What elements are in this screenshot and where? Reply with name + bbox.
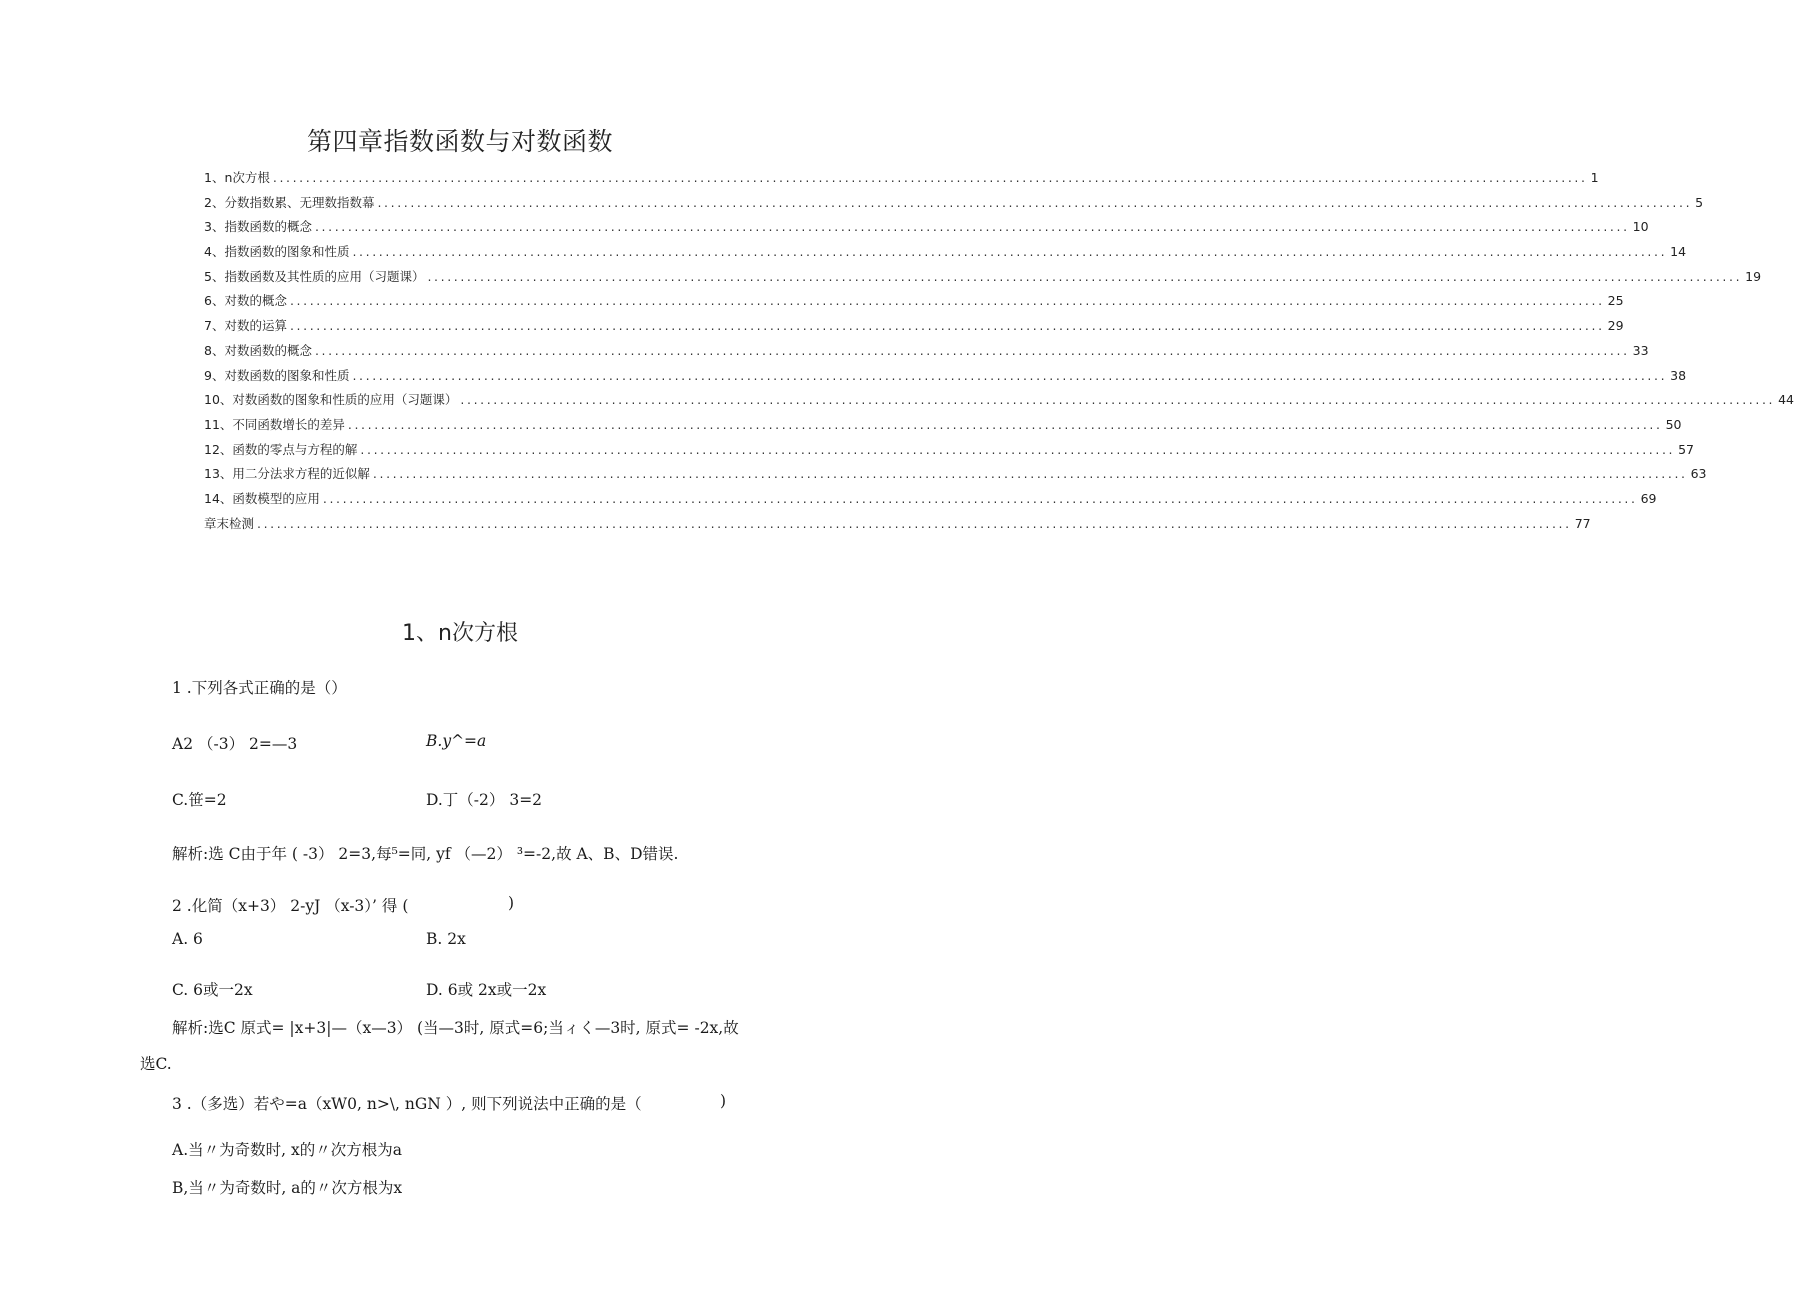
q2-stem: 2 .化简（x+3） 2-yJ （x-3）’ 得 ( <box>172 897 409 915</box>
toc-entry[interactable] <box>204 366 1687 391</box>
toc-dot-leader: ........................................................................................................................................................................................................ <box>372 466 1688 482</box>
toc-entry[interactable] <box>204 168 1599 193</box>
toc-entry-page: 29 <box>1607 318 1624 334</box>
q3-stem-close: ) <box>720 1092 727 1110</box>
q2-option-b: B. 2x <box>426 930 466 948</box>
toc-dot-leader: ........................................................................................................................................................................................................ <box>257 515 1572 531</box>
toc-entry-label: 13、用二分法求方程的近似解 <box>204 466 370 482</box>
toc-entry-label: 9、对数函数的图象和性质 <box>204 367 350 383</box>
toc-entry-page: 33 <box>1632 342 1649 358</box>
toc-dot-leader: ........................................................................................................................................................................................................ <box>272 170 1588 185</box>
toc-dot-leader: ........................................................................................................................................................................................................ <box>352 244 1668 260</box>
toc-entry-label: 12、函数的零点与方程的解 <box>204 441 358 457</box>
toc-dot-leader: ........................................................................................................................................................................................................ <box>352 367 1668 383</box>
toc-entry-label: 5、指数函数及其性质的应用（习题课） <box>204 268 425 284</box>
q1-stem: 1 .下列各式正确的是（） <box>172 679 347 697</box>
q2-analysis-line1: 解析:选C 原式= |x+3|—（x—3） (当—3时, 原式=6;当ィく—3时, 原式= -2x,故 <box>172 1019 739 1037</box>
toc-dot-leader: ........................................................................................................................................................................................................ <box>289 318 1605 334</box>
toc-dot-leader: ........................................................................................................................................................................................................ <box>427 268 1743 284</box>
toc-entry-label: 3、指数函数的概念 <box>204 219 312 235</box>
q2-option-c: C. 6或一2x <box>172 981 253 999</box>
toc-dot-leader: ........................................................................................................................................................................................................ <box>314 342 1630 358</box>
toc-entry[interactable] <box>204 242 1687 267</box>
q3-option-b: B,当〃为奇数时, a的〃次方根为x <box>172 1179 403 1197</box>
toc-entry-page: 77 <box>1574 515 1591 531</box>
section-title: 1、n次方根 <box>402 621 518 646</box>
toc-entry-page: 10 <box>1632 219 1649 235</box>
toc-entry-label: 6、对数的概念 <box>204 293 287 309</box>
toc-entry-page: 57 <box>1678 441 1695 457</box>
q3-stem: 3 .（多选）若や=a（xW0, n>\, nGN ）, 则下列说法中正确的是（ <box>172 1095 642 1113</box>
toc-entry-page: 63 <box>1690 466 1707 482</box>
toc-entry[interactable] <box>204 464 1707 489</box>
toc-entry[interactable] <box>204 390 1794 415</box>
toc-dot-leader: ........................................................................................................................................................................................................ <box>314 219 1630 235</box>
toc-entry-page: 44 <box>1778 392 1794 408</box>
toc-entry-page: 25 <box>1607 293 1624 309</box>
q1-option-b: B.y^=a <box>426 732 487 750</box>
toc-entry-label: 8、对数函数的概念 <box>204 342 312 358</box>
toc-entry-page: 69 <box>1640 490 1657 506</box>
toc-dot-leader: ........................................................................................................................................................................................................ <box>322 490 1638 506</box>
toc-entry-label: 章末检测 <box>204 515 255 531</box>
toc-entry[interactable] <box>204 316 1624 341</box>
toc-dot-leader: ........................................................................................................................................................................................................ <box>377 194 1693 210</box>
q3-option-a: A.当〃为奇数时, x的〃次方根为a <box>172 1141 402 1159</box>
toc-dot-leader: ........................................................................................................................................................................................................ <box>289 293 1605 309</box>
toc-entry-label: 14、函数模型的应用 <box>204 490 320 506</box>
toc-entry-page: 19 <box>1745 268 1762 284</box>
toc-entry-label: 2、分数指数累、无理数指数幕 <box>204 194 375 210</box>
toc-entry[interactable] <box>204 267 1762 292</box>
toc-entry[interactable] <box>204 291 1624 316</box>
q1-option-c: C.笹=2 <box>172 791 227 809</box>
toc-entry-label: 11、不同函数增长的差异 <box>204 416 345 432</box>
toc-dot-leader: ........................................................................................................................................................................................................ <box>460 392 1776 408</box>
q2-analysis-line2: 选C. <box>140 1055 172 1073</box>
toc-dot-leader: ........................................................................................................................................................................................................ <box>347 416 1663 432</box>
q1-option-a: A2 （-3） 2=—3 <box>172 735 298 753</box>
toc-entry[interactable] <box>204 440 1695 465</box>
toc-entry[interactable] <box>204 415 1682 440</box>
toc-entry[interactable] <box>204 341 1649 366</box>
q1-analysis: 解析:选 C由于年 ( -3） 2=3,每⁵=同, yf （—2） ³=-2,故 A、B、D错误. <box>172 845 679 863</box>
toc-entry-label: 7、对数的运算 <box>204 318 287 334</box>
toc-entry[interactable] <box>204 489 1657 514</box>
toc-entry-page: 14 <box>1670 244 1687 260</box>
toc-entry-label: 4、指数函数的图象和性质 <box>204 244 350 260</box>
toc-dot-leader: ........................................................................................................................................................................................................ <box>360 441 1676 457</box>
toc-entry[interactable] <box>204 217 1649 242</box>
q2-option-d: D. 6或 2x或一2x <box>426 981 547 999</box>
q2-stem-close: ) <box>508 894 515 912</box>
toc-entry[interactable] <box>204 193 1704 218</box>
toc-entry[interactable] <box>204 514 1591 539</box>
toc-entry-page: 5 <box>1695 194 1704 210</box>
toc-entry-page: 50 <box>1665 416 1682 432</box>
document-title: 第四章指数函数与对数函数 <box>306 127 613 156</box>
toc-entry-page: 1 <box>1590 170 1599 185</box>
q2-option-a: A. 6 <box>172 930 203 948</box>
toc-entry-label: 1、n次方根 <box>204 170 270 185</box>
table-of-contents <box>204 168 1794 538</box>
toc-entry-label: 10、对数函数的图象和性质的应用（习题课） <box>204 392 458 408</box>
toc-entry-page: 38 <box>1670 367 1687 383</box>
q1-option-d: D.丁（-2） 3=2 <box>426 791 543 809</box>
